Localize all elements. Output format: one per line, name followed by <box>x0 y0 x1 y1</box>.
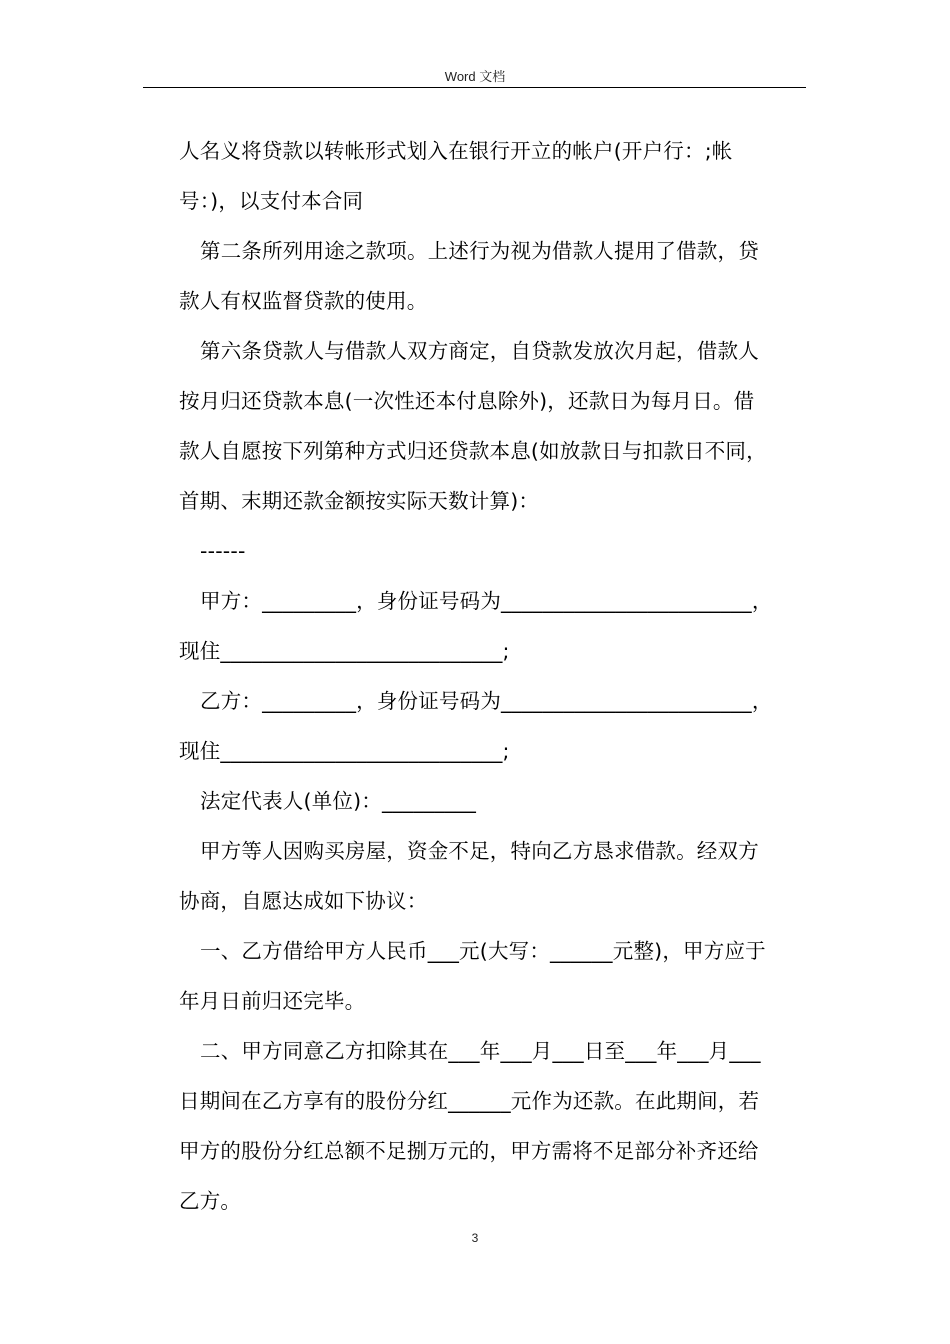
body-line: 二、甲方同意乙方扣除其在___年___月___日至___年___月___ <box>200 1039 761 1063</box>
body-line: 现住___________________________; <box>179 639 510 663</box>
body-line: 乙方。 <box>179 1189 242 1213</box>
body-line: 一、乙方借给甲方人民币___元(大写：______元整)，甲方应于 <box>200 939 766 963</box>
body-line: 现住___________________________; <box>179 739 510 763</box>
body-line: 法定代表人(单位)：_________ <box>200 789 477 813</box>
body-line: 首期、末期还款金额按实际天数计算)： <box>179 489 540 513</box>
body-line: ------ <box>200 539 246 563</box>
body-line: 乙方：_________，身份证号码为________________________， <box>200 689 773 713</box>
body-line: 甲方的股份分红总额不足捌万元的，甲方需将不足部分补齐还给 <box>179 1139 759 1163</box>
body-line: 甲方等人因购买房屋，资金不足，特向乙方恳求借款。经双方 <box>200 839 759 863</box>
body-line: 协商，自愿达成如下协议： <box>179 889 428 913</box>
body-line: 号：)，以支付本合同 <box>179 189 364 213</box>
body-line: 年月日前归还完毕。 <box>179 989 366 1013</box>
body-line: 款人有权监督贷款的使用。 <box>179 289 428 313</box>
body-line: 按月归还贷款本息(一次性还本付息除外)，还款日为每月日。借 <box>179 389 755 413</box>
body-line: 第二条所列用途之款项。上述行为视为借款人提用了借款，贷 <box>200 239 759 263</box>
header-divider <box>143 87 806 88</box>
body-line: 第六条贷款人与借款人双方商定，自贷款发放次月起，借款人 <box>200 339 759 363</box>
body-line: 日期间在乙方享有的股份分红______元作为还款。在此期间，若 <box>179 1089 760 1113</box>
page-number: 3 <box>471 1231 479 1245</box>
header-title: Word 文档 <box>444 69 506 84</box>
body-line: 人名义将贷款以转帐形式划入在银行开立的帐户(开户行：;帐 <box>179 139 733 163</box>
body-line: 甲方：_________，身份证号码为________________________， <box>200 589 773 613</box>
body-line: 款人自愿按下列第种方式归还贷款本息(如放款日与扣款日不同， <box>179 439 767 463</box>
document-body <box>179 126 804 1226</box>
